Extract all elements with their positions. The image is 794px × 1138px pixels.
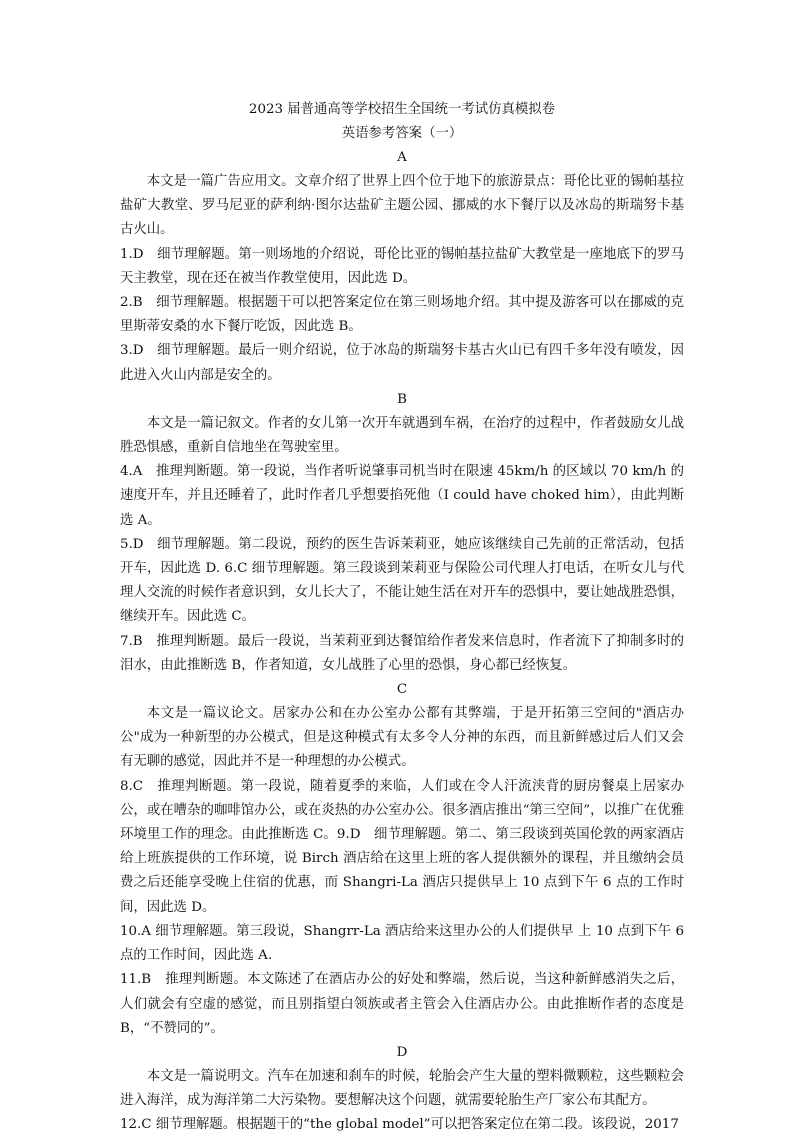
answer-item-3: 3.D 细节理解题。最后一则介绍说，位于冰岛的斯瑞努卡基古火山已有四千多年没有喷发，因此进入火山内部是安全的。 <box>120 343 684 383</box>
section-a-intro: 本文是一篇广告应用文。文章介绍了世界上四个位于地下的旅游景点：哥伦比亚的锡帕基拉盐矿大教堂、罗马尼亚的萨利纳·图尔达盐矿主题公园、挪威的水下餐厅以及冰岛的斯瑞努卡基古火山。 <box>120 174 684 238</box>
answer-item-11: 11.B 推理判断题。本文陈述了在酒店办公的好处和弊端，然后说，当这种新鲜感消失之后，人们就会有空虚的感觉，而且别指望白领族或者主管会入住酒店办公。由此推断作者的态度是 B，“不赞同的”。 <box>120 972 684 1036</box>
answer-item-10: 10.A 细节理解题。第三段说，Shangrr-La 酒店给来这里办公的人们提供早 上 10 点到下午 6 点的工作时间，因此选 A. <box>120 923 684 964</box>
answer-item-4: 4.A 推理判断题。第一段说，当作者听说肇事司机当时在限速 45km/h 的区域以 70 km/h 的速度开车，并且还睡着了，此时作者几乎想要掐死他（I could have choked him），由此判断选 A。 <box>120 464 684 528</box>
document-subtitle: 英语参考答案（一） <box>341 126 463 141</box>
section-b-intro: 本文是一篇记叙文。作者的女儿第一次开车就遇到车祸，在治疗的过程中，作者鼓励女儿战胜恐惧感，重新自信地坐在驾驶室里。 <box>120 415 684 456</box>
answer-item-7: 7.B 推理判断题。最后一段说，当茉莉亚到达餐馆给作者发来信息时，作者流下了抑制多时的泪水，由此推断选 B，作者知道，女儿战胜了心里的恐惧，身心都已经恢复。 <box>120 633 684 673</box>
answer-item-8-9: 8.C 推理判断题。第一段说，随着夏季的来临，人们或在令人汗流浃背的厨房餐桌上居家办公，或在嘈杂的咖啡馆办公，或在炎热的办公室办公。很多酒店推出“第三空间”，以推广在优雅环境里工作的理念。由此推断选 C。9.D 细节理解题。第二、第三段谈到英国伦敦的两家酒店给上班族提供的工作环境，说 Birch 酒店给在这里上班的客人提供额外的课程，并且缴纳会员费之后还能享受晚上住宿的优惠，而 Shangri-La 酒店只提供早上 10 点到下午 6 点的工作时间，因此选 D。 <box>120 778 684 915</box>
document-title: 2023 届普通高等学校招生全国统一考试仿真模拟卷 <box>248 102 556 117</box>
answer-item-12: 12.C 细节理解题。根据题干的“the global model”可以把答案定位在第二段。该段说，2017 <box>120 1117 679 1133</box>
section-heading-c: C <box>396 682 408 698</box>
section-c-intro: 本文是一篇议论文。居家办公和在办公室办公都有其弊端，于是开拓第三空间的"酒店办公"成为一种新型的办公模式，但是这种模式有太多令人分神的东西，而且新鲜感过后人们又会有无聊的感觉，因此并不是一种理想的办公模式。 <box>120 706 684 770</box>
answer-item-1: 1.D 细节理解题。第一则场地的介绍说，哥伦比亚的锡帕基拉盐矿大教堂是一座地底下的罗马天主教堂，现在还在被当作教堂使用，因此选 D。 <box>120 246 684 286</box>
section-heading-d: D <box>396 1044 408 1060</box>
section-d-intro: 本文是一篇说明文。汽车在加速和刹车的时候，轮胎会产生大量的塑料微颗粒，这些颗粒会进入海洋，成为海洋第二大污染物。要想解决这个问题，就需要轮胎生产厂家公布其配方。 <box>120 1068 684 1109</box>
section-heading-b: B <box>397 391 407 407</box>
answer-item-5-6: 5.D 细节理解题。第二段说，预约的医生告诉茉莉亚，她应该继续自己先前的正常活动，包括开车，因此选 D. 6.C 细节理解题。第三段谈到茉莉亚与保险公司代理人打电话，在听女儿与代理人交流的时候作者意识到，女儿长大了，不能让她生活在对开车的恐惧中，要让她战胜恐惧，继续开车。因此选 C。 <box>120 536 684 625</box>
answer-item-2: 2.B 细节理解题。根据题干可以把答案定位在第三则场地介绍。其中提及游客可以在挪威的克里斯蒂安桑的水下餐厅吃饭，因此选 B。 <box>120 295 684 335</box>
section-heading-a: A <box>397 150 407 165</box>
